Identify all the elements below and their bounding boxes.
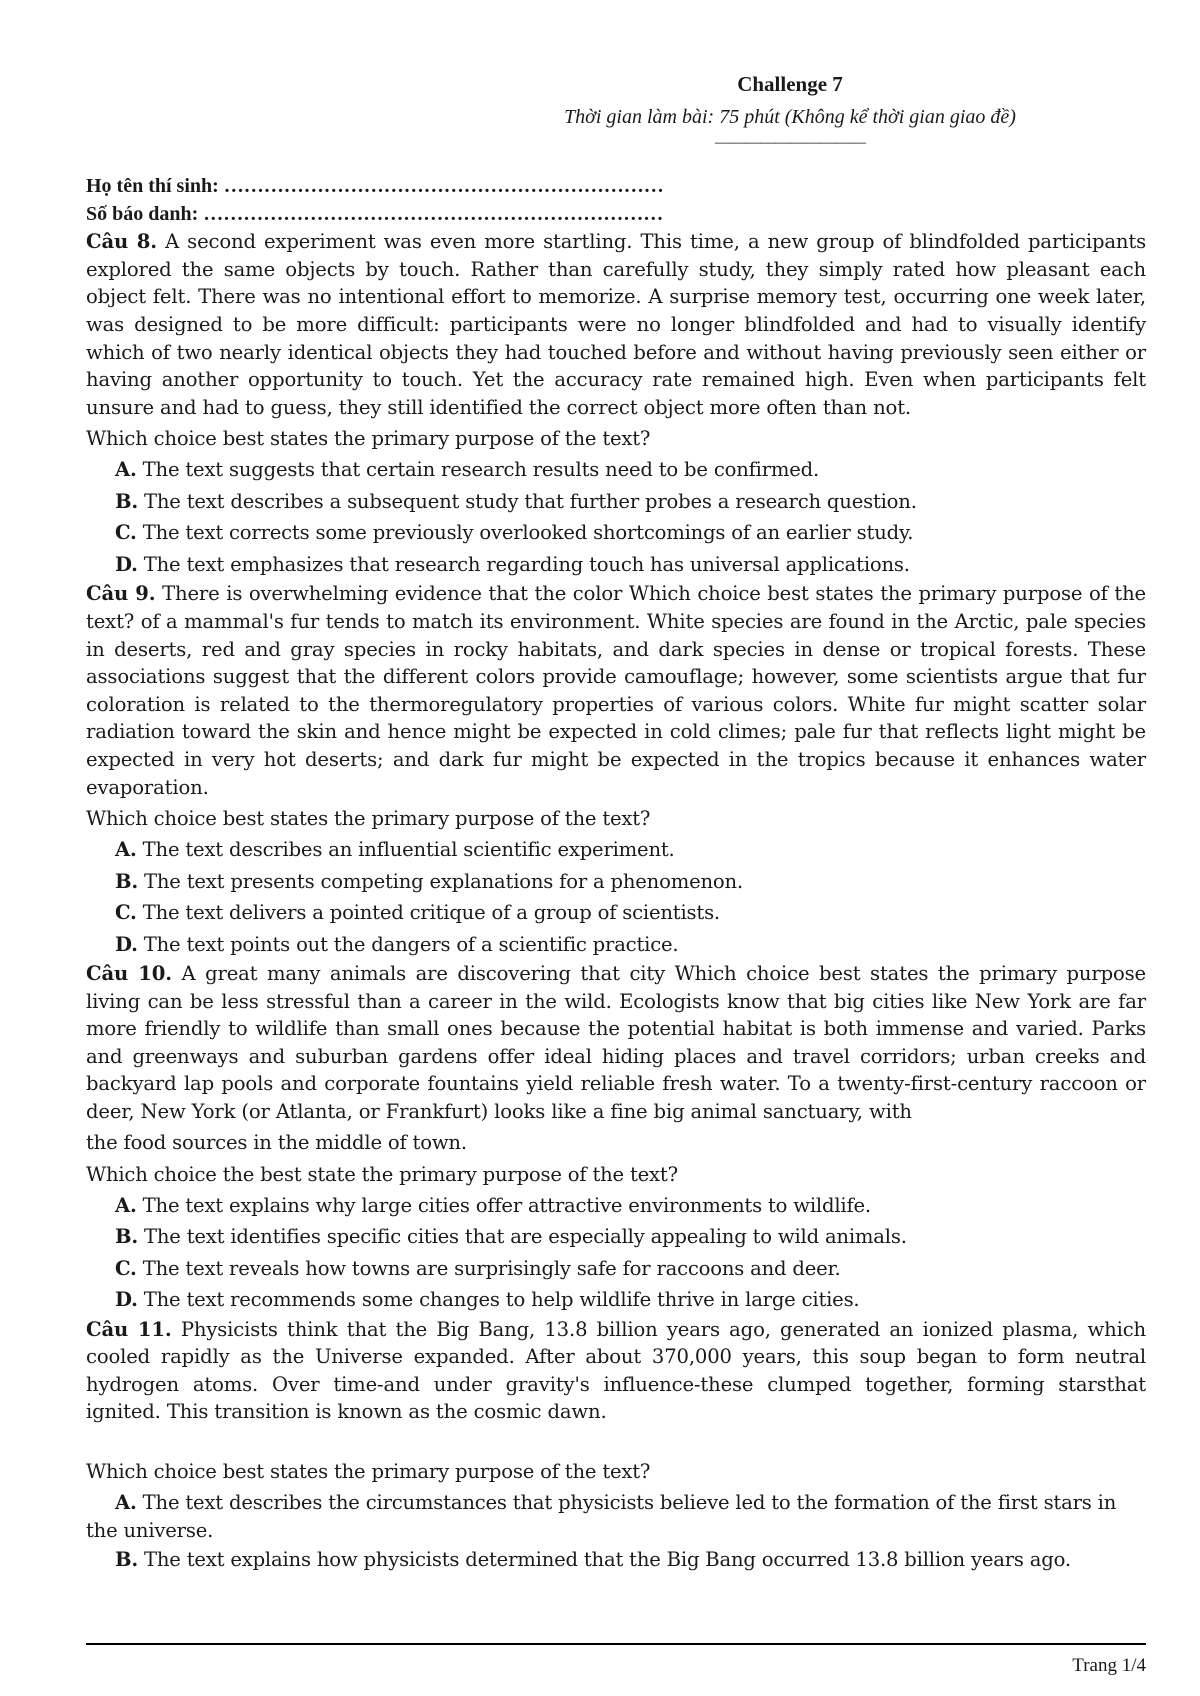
option-letter: B.	[115, 869, 138, 893]
option-letter: A.	[115, 838, 137, 862]
question-passage	[86, 228, 1146, 421]
option-letter: A.	[115, 1491, 137, 1515]
option-a	[86, 1190, 1146, 1222]
question-10	[86, 960, 1146, 1316]
question-8	[86, 228, 1146, 580]
option-letter: D.	[115, 552, 138, 576]
exam-content	[86, 173, 1146, 1576]
question-passage	[86, 960, 1146, 1126]
option-b	[86, 486, 1146, 518]
option-letter: C.	[115, 521, 137, 545]
option-text: The text delivers a pointed critique of a group of scientists.	[136, 901, 720, 925]
header-divider: ——————————	[715, 134, 865, 151]
passage-text: Physicists think that the Big Bang, 13.8 billion years ago, generated an ionized plasma, which cooled rapidly as the Universe expanded. After about 370,000 years, this soup began to form neutral hydrogen atoms. Over time-and under gravity's influence-these clumped together, forming starsthat ignited. This transition is known as the cosmic dawn.	[86, 1317, 1146, 1424]
candidate-id-field: Số báo danh: ……………………………………………………………	[86, 202, 664, 225]
question-prompt: Which choice best states the primary purpose of the text?	[86, 427, 651, 451]
question-number: Câu 9.	[86, 582, 156, 606]
option-b	[86, 1544, 1146, 1576]
option-a	[86, 454, 1146, 486]
option-text: The text emphasizes that research regarding touch has universal applications.	[137, 552, 910, 576]
option-d	[86, 549, 1146, 581]
option-letter: D.	[115, 932, 138, 956]
passage-tail: the food sources in the middle of town.	[86, 1130, 467, 1154]
option-d	[86, 1284, 1146, 1316]
question-9	[86, 580, 1146, 960]
option-a	[86, 1489, 1146, 1544]
option-letter: D.	[115, 1288, 138, 1312]
question-number: Câu 10.	[86, 962, 172, 986]
page-number: Trang 1/4	[1072, 1655, 1146, 1676]
option-text: The text explains how physicists determined that the Big Bang occurred 13.8 billion years ago.	[137, 1548, 1071, 1572]
option-letter: A.	[115, 458, 137, 482]
option-c	[86, 897, 1146, 929]
passage-text: A great many animals are discovering that city Which choice best states the primary purpose living can be less stressful than a career in the wild. Ecologists know that big cities like New York are far more friendly to wildlife than small ones because the potential habitat is both immense and varied. Parks and greenways and suburban gardens offer ideal hiding places and travel corridors; urban creeks and backyard lap pools and corporate fountains yield reliable fresh water. To a twenty-first-century raccoon or deer, New York (or Atlanta, or Frankfurt) looks like a fine big animal sanctuary, with	[86, 962, 1146, 1124]
option-text: The text corrects some previously overlooked shortcomings of an earlier study.	[136, 521, 914, 545]
option-text: The text suggests that certain research results need to be confirmed.	[136, 458, 820, 482]
candidate-name-field: Họ tên thí sinh: …………………………………………………………	[86, 175, 664, 197]
question-prompt: Which choice best states the primary purpose of the text?	[86, 1460, 651, 1484]
footer-divider	[86, 1643, 1146, 1645]
question-prompt: Which choice best states the primary purpose of the text?	[86, 807, 651, 831]
option-letter: C.	[115, 901, 137, 925]
option-text: The text explains why large cities offer attractive environments to wildlife.	[136, 1193, 871, 1217]
option-c	[86, 1253, 1146, 1285]
exam-title: Challenge 7	[737, 72, 843, 96]
option-b	[86, 866, 1146, 898]
question-prompt: Which choice the best state the primary purpose of the text?	[86, 1162, 678, 1186]
option-d	[86, 929, 1146, 961]
question-number: Câu 11.	[86, 1317, 172, 1341]
exam-time-subtitle: Thời gian làm bài: 75 phút (Không kể thời gian giao đề)	[564, 106, 1016, 128]
question-number: Câu 8.	[86, 230, 157, 254]
option-letter: B.	[115, 489, 138, 513]
option-a	[86, 834, 1146, 866]
option-text: The text reveals how towns are surprisingly safe for raccoons and deer.	[136, 1256, 841, 1280]
option-text: The text identifies specific cities that are especially appealing to wild animals.	[137, 1225, 907, 1249]
option-letter: C.	[115, 1256, 137, 1280]
option-text: The text points out the dangers of a scientific practice.	[137, 932, 679, 956]
question-passage	[86, 580, 1146, 801]
option-letter: B.	[115, 1225, 138, 1249]
option-text: The text describes an influential scientific experiment.	[136, 838, 675, 862]
option-letter: B.	[115, 1548, 138, 1572]
option-letter: A.	[115, 1193, 137, 1217]
option-text: The text describes the circumstances that physicists believe led to the formation of the first stars in the universe.	[86, 1491, 1117, 1542]
option-text: The text recommends some changes to help wildlife thrive in large cities.	[137, 1288, 860, 1312]
passage-text: A second experiment was even more startling. This time, a new group of blindfolded participants explored the same objects by touch. Rather than carefully study, they simply rated how pleasant each object felt. There was no intentional effort to memorize. A surprise memory test, occurring one week later, was designed to be more difficult: participants were no longer blindfolded and had to visually identify which of two nearly identical objects they had touched before and without having previously seen either or having another opportunity to touch. Yet the accuracy rate remained high. Even when participants felt unsure and had to guess, they still identified the correct object more often than not.	[86, 230, 1146, 419]
option-b	[86, 1221, 1146, 1253]
option-c	[86, 517, 1146, 549]
question-passage	[86, 1316, 1146, 1426]
option-text: The text presents competing explanations for a phenomenon.	[137, 869, 743, 893]
option-text: The text describes a subsequent study that further probes a research question.	[137, 489, 917, 513]
question-11	[86, 1316, 1146, 1576]
passage-text: There is overwhelming evidence that the color Which choice best states the primary purpose of the text? of a mammal's fur tends to match its environment. White species are found in the Arctic, pale species in deserts, red and gray species in rocky habitats, and dark species in dense or tropical forests. These associations suggest that the different colors provide camouflage; however, some scientists argue that fur coloration is related to the thermoregulatory properties of various colors. White fur might scatter solar radiation toward the skin and hence might be expected in cold climes; pale fur that reflects light might be expected in very hot deserts; and dark fur might be expected in the tropics because it enhances water evaporation.	[86, 582, 1146, 799]
